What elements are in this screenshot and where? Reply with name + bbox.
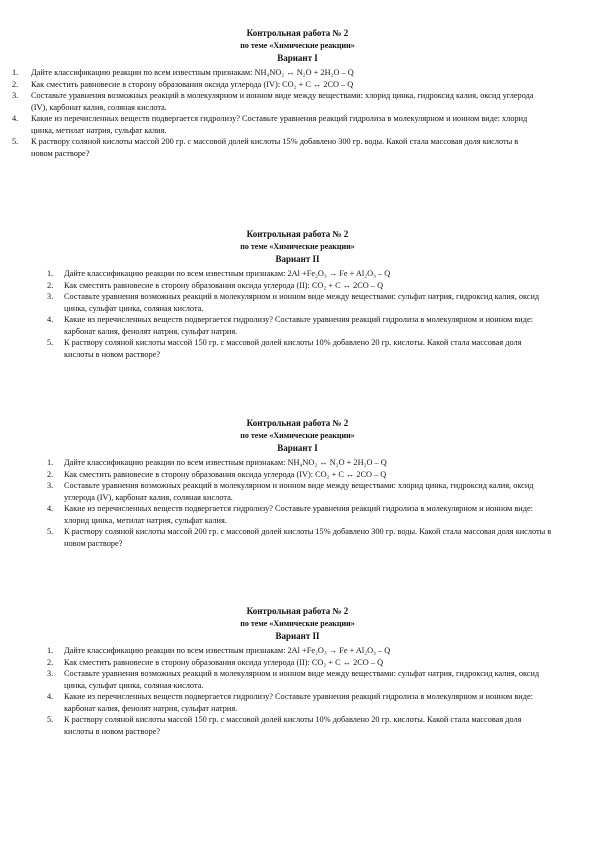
question-text: Как сместить равновесие в сторону образования оксида углерода (II): CO₂ + C ↔ 2CO – Q [64,280,384,290]
question-number: 5. [47,338,54,347]
question-number: 3. [47,481,54,490]
question-list [0,645,595,737]
question-item [0,314,595,337]
question-text: Какие из перечисленных веществ подвергается гидролизу? Составьте уравнения реакций гидролиза в молекулярном и ионном виде: карбонат калия, фенолят натрия, сульфат натрия. [64,692,533,713]
question-number: 4. [47,504,54,513]
question-number: 2. [47,280,54,290]
question-item [0,503,595,526]
test-topic: по теме «Химические реакции» [240,431,355,440]
question-text: Составьте уравнения возможных реакций в молекулярном и ионном виде между веществами: сульфат натрия, гидроксид калия, оксид цинка, сульфат цинка, соляная кислота. [64,669,540,690]
question-text: Как сместить равновесие в сторону образования оксида углерода (II): CO₂ + C ↔ 2CO – Q [64,657,384,667]
question-item [0,268,595,280]
question-text: Дайте классификацию реакции по всем известным признакам: 2Al +Fe₂O₃ → Fe + Al₂O₃ – Q [64,646,391,655]
question-text: Составьте уравнения возможных реакций в молекулярном и ионном виде между веществами: хлорид цинка, гидроксид калия, оксид углерода (IV), карбонат калия, соляная кислота. [64,481,534,502]
question-number: 4. [47,692,54,701]
question-item [0,668,595,691]
question-text: Как сместить равновесие в сторону образования оксида углерода (IV): CO₂ + C ↔ 2CO – Q [64,469,387,479]
question-text: Какие из перечисленных веществ подвергается гидролизу? Составьте уравнения реакций гидролиза в молекулярном и ионном виде: карбонат калия, фенолят натрия, сульфат натрия. [64,315,533,336]
question-item [0,657,595,669]
question-text: Как сместить равновесие в сторону образования оксида углерода (IV): CO₂ + C ↔ 2CO – Q [31,79,354,89]
question-item [0,79,595,91]
question-text: Составьте уравнения возможных реакций в молекулярном и ионном виде между веществами: сульфат натрия, гидроксид калия, оксид цинка, сульфат цинка, соляная кислота. [64,292,540,313]
question-text: К раствору соляной кислоты массой 200 гр. с массовой долей кислоты 15% добавлено 300 гр. воды. Какой стала массовая доля кислоты в новом растворе? [64,527,552,548]
question-item [0,526,595,549]
question-text: Какие из перечисленных веществ подвергается гидролизу? Составьте уравнения реакций гидролиза в молекулярном и ионном виде: хлорид цинка, метилат натрия, сульфат калия. [31,114,528,135]
question-item [0,136,595,159]
test-topic: по теме «Химические реакции» [240,242,355,251]
question-text: Дайте классификацию реакции по всем известным признакам: NH₄NO₂ ↔ N₂O + 2H₂O – Q [31,68,354,77]
test-topic: по теме «Химические реакции» [240,619,355,628]
test-block-4 [0,605,595,737]
question-item [0,457,595,469]
question-item [0,691,595,714]
question-number: 5. [47,715,54,724]
test-block-3 [0,417,595,549]
question-list [0,67,595,159]
question-number: 1. [47,269,54,278]
question-item [0,469,595,481]
question-text: К раствору соляной кислоты массой 150 гр. с массовой долей кислоты 10% добавлено 20 гр. кислоты. Какой стала массовая доля кислоты в новом растворе? [64,338,522,359]
question-number: 3. [12,91,19,100]
variant-label: Вариант I [277,443,318,453]
question-list [0,268,595,360]
question-number: 4. [12,114,19,123]
question-number: 4. [47,315,54,324]
question-number: 3. [47,292,54,301]
question-text: Какие из перечисленных веществ подвергается гидролизу? Составьте уравнения реакций гидролиза в молекулярном и ионном виде: хлорид цинка, метилат натрия, сульфат калия. [64,504,533,525]
test-title: Контрольная работа № 2 [246,229,349,239]
question-item [0,645,595,657]
test-topic: по теме «Химические реакции» [240,41,355,50]
test-block-1 [0,27,595,159]
question-item [0,291,595,314]
variant-label: Вариант II [275,631,320,641]
question-number: 3. [47,669,54,678]
question-item [0,113,595,136]
question-item [0,90,595,113]
variant-label: Вариант II [275,254,320,264]
question-number: 2. [12,79,19,89]
question-number: 2. [47,657,54,667]
question-text: Составьте уравнения возможных реакций в молекулярном и ионном виде между веществами: хлорид цинка, гидроксид калия, оксид углерода (IV), карбонат калия, соляная кислота. [31,91,534,112]
question-number: 1. [12,68,19,77]
question-number: 1. [47,646,54,655]
test-title: Контрольная работа № 2 [246,606,349,616]
question-number: 1. [47,458,54,467]
question-text: Дайте классификацию реакции по всем известным признакам: 2Al +Fe₂O₃ → Fe + Al₂O₃ – Q [64,269,391,278]
test-block-2 [0,228,595,360]
question-item [0,337,595,360]
question-number: 2. [47,469,54,479]
question-item [0,480,595,503]
variant-label: Вариант I [277,53,318,63]
test-title: Контрольная работа № 2 [246,418,349,428]
question-number: 5. [12,137,19,146]
test-title: Контрольная работа № 2 [246,28,349,38]
question-item [0,714,595,737]
question-number: 5. [47,527,54,536]
question-text: Дайте классификацию реакции по всем известным признакам: NH₄NO₂ ↔ N₂O + 2H₂O – Q [64,458,387,467]
question-item [0,67,595,79]
question-list [0,457,595,549]
question-text: К раствору соляной кислоты массой 150 гр. с массовой долей кислоты 10% добавлено 20 гр. кислоты. Какой стала массовая доля кислоты в новом растворе? [64,715,522,736]
question-item [0,280,595,292]
question-text: К раствору соляной кислоты массой 200 гр. с массовой долей кислоты 15% добавлено 300 гр. воды. Какой стала массовая доля кислоты в новом растворе? [31,137,519,158]
